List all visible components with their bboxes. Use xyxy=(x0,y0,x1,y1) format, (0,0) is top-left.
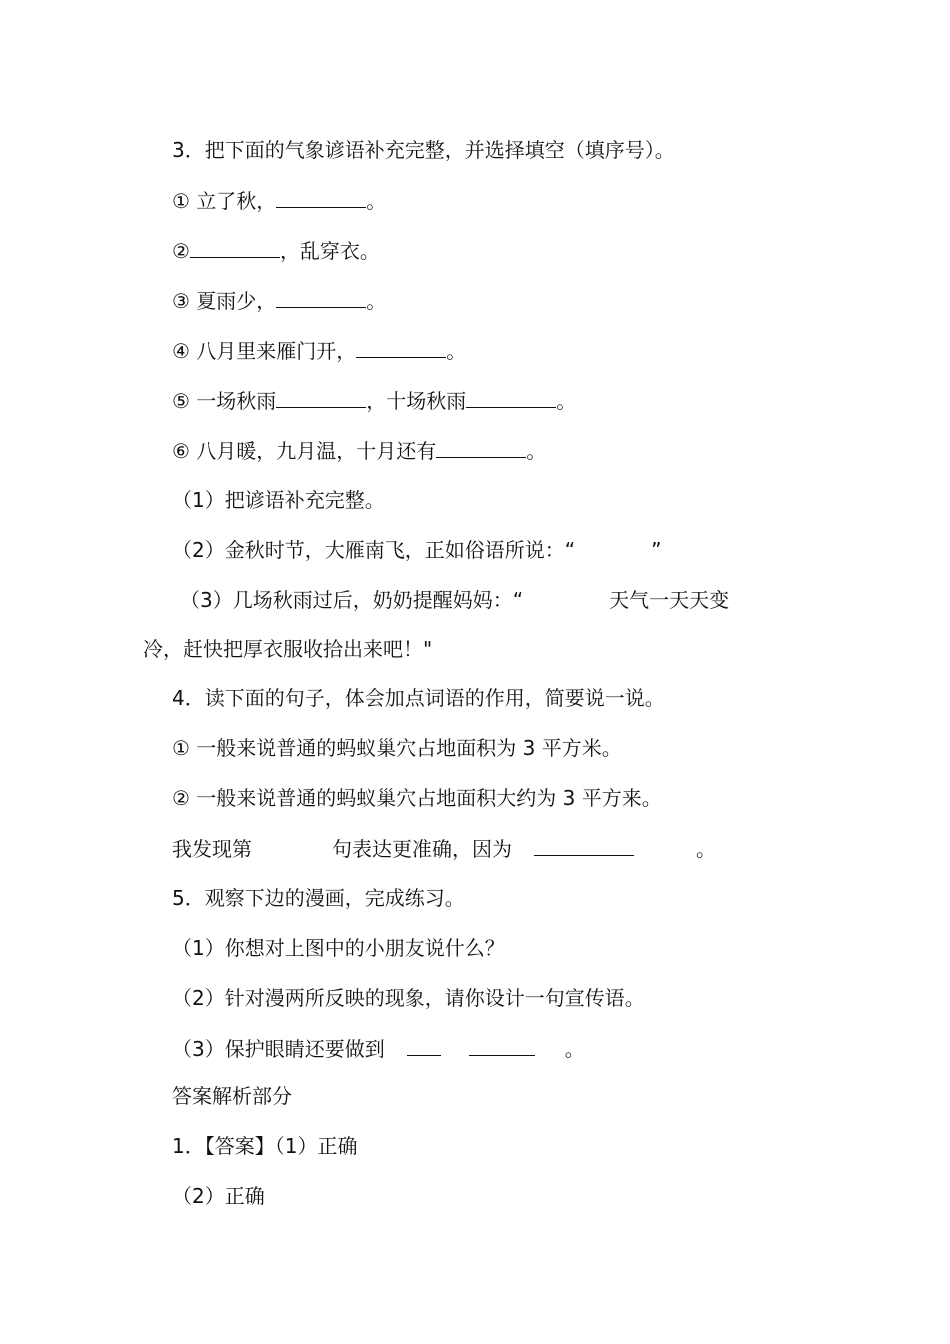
q3-sub-2 xyxy=(172,537,661,563)
answer-blank[interactable] xyxy=(469,1035,535,1056)
answer-1: 1．【答案】（1）正确 xyxy=(172,1134,358,1158)
q3-item-6 xyxy=(172,437,546,464)
q3-sub-3-continued: 冷，赶快把厚衣服收拾出来吧！" xyxy=(143,637,433,661)
answer-blank[interactable] xyxy=(436,437,526,458)
answer-blank[interactable] xyxy=(534,835,634,856)
q5-sub-3-text: （3）保护眼睛还要做到 xyxy=(172,1037,385,1061)
q3-item-1-end: 。 xyxy=(366,189,387,213)
q3-item-4-text: ④ 八月里来雁门开， xyxy=(172,339,357,363)
q3-sub-3-text: （3）几场秋雨过后，奶奶提醒妈妈：“ xyxy=(180,588,524,612)
answer-blank[interactable] xyxy=(356,337,446,358)
answers-heading: 答案解析部分 xyxy=(172,1084,292,1108)
answer-blank[interactable] xyxy=(466,387,556,408)
q5-sub-3 xyxy=(172,1035,585,1062)
q3-item-5-end: 。 xyxy=(556,389,577,413)
q3-item-6-end: 。 xyxy=(526,439,547,463)
q4-sentence-2: ② 一般来说普通的蚂蚁巢穴占地面积大约为 3 平方来。 xyxy=(172,786,662,810)
answer-blank[interactable] xyxy=(190,237,280,258)
q3-item-1-text: ① 立了秋， xyxy=(172,189,277,213)
q3-item-6-text: ⑥ 八月暖，九月温，十月还有 xyxy=(172,439,437,463)
q3-sub-2-close-quote: ” xyxy=(651,538,662,562)
q3-sub-3 xyxy=(180,587,729,613)
q3-item-2-text: ② xyxy=(172,239,190,263)
q4-sentence-1: ① 一般来说普通的蚂蚁巢穴占地面积为 3 平方米。 xyxy=(172,736,622,760)
answer-1-part-2: （2）正确 xyxy=(172,1184,265,1208)
q3-item-4 xyxy=(172,337,466,364)
q3-item-3-end: 。 xyxy=(366,289,387,313)
q5-sub-3-end: 。 xyxy=(564,1037,585,1061)
q3-item-5-text: ⑤ 一场秋雨 xyxy=(172,389,277,413)
q3-sub-1: （1）把谚语补充完整。 xyxy=(172,488,385,512)
q3-item-3-text: ③ 夏雨少， xyxy=(172,289,277,313)
answer-blank[interactable] xyxy=(276,287,366,308)
q5-sub-2: （2）针对漫两所反映的现象，请你设计一句宣传语。 xyxy=(172,986,645,1010)
answer-blank[interactable] xyxy=(407,1035,441,1056)
answer-blank[interactable] xyxy=(276,187,366,208)
q3-sub-3-text-2: 天气一天天变 xyxy=(609,588,730,612)
q3-item-1 xyxy=(172,187,386,214)
q3-item-2-end: ，乱穿衣。 xyxy=(279,239,380,263)
answer-blank[interactable] xyxy=(276,387,366,408)
q3-item-5 xyxy=(172,387,576,414)
q4-finding-end: 。 xyxy=(696,837,716,861)
q3-item-3 xyxy=(172,287,386,314)
q3-item-4-end: 。 xyxy=(446,339,467,363)
q4-finding-text-2: 句表达更准确，因为 xyxy=(332,837,512,861)
q5-sub-1: （1）你想对上图中的小朋友说什么？ xyxy=(172,936,505,960)
question-5-title: 5．观察下边的漫画，完成练习。 xyxy=(172,886,465,910)
q3-item-2 xyxy=(172,237,380,264)
q4-finding xyxy=(172,835,716,862)
question-4-title: 4．读下面的句子，体会加点词语的作用，简要说一说。 xyxy=(172,686,665,710)
question-3-title: 3．把下面的气象谚语补充完整，并选择填空（填序号）。 xyxy=(172,138,675,162)
q3-item-5-mid: ，十场秋雨 xyxy=(366,389,467,413)
q4-finding-text: 我发现第 xyxy=(172,837,252,861)
q3-sub-2-text: （2）金秋时节，大雁南飞，正如俗语所说：“ xyxy=(172,538,576,562)
